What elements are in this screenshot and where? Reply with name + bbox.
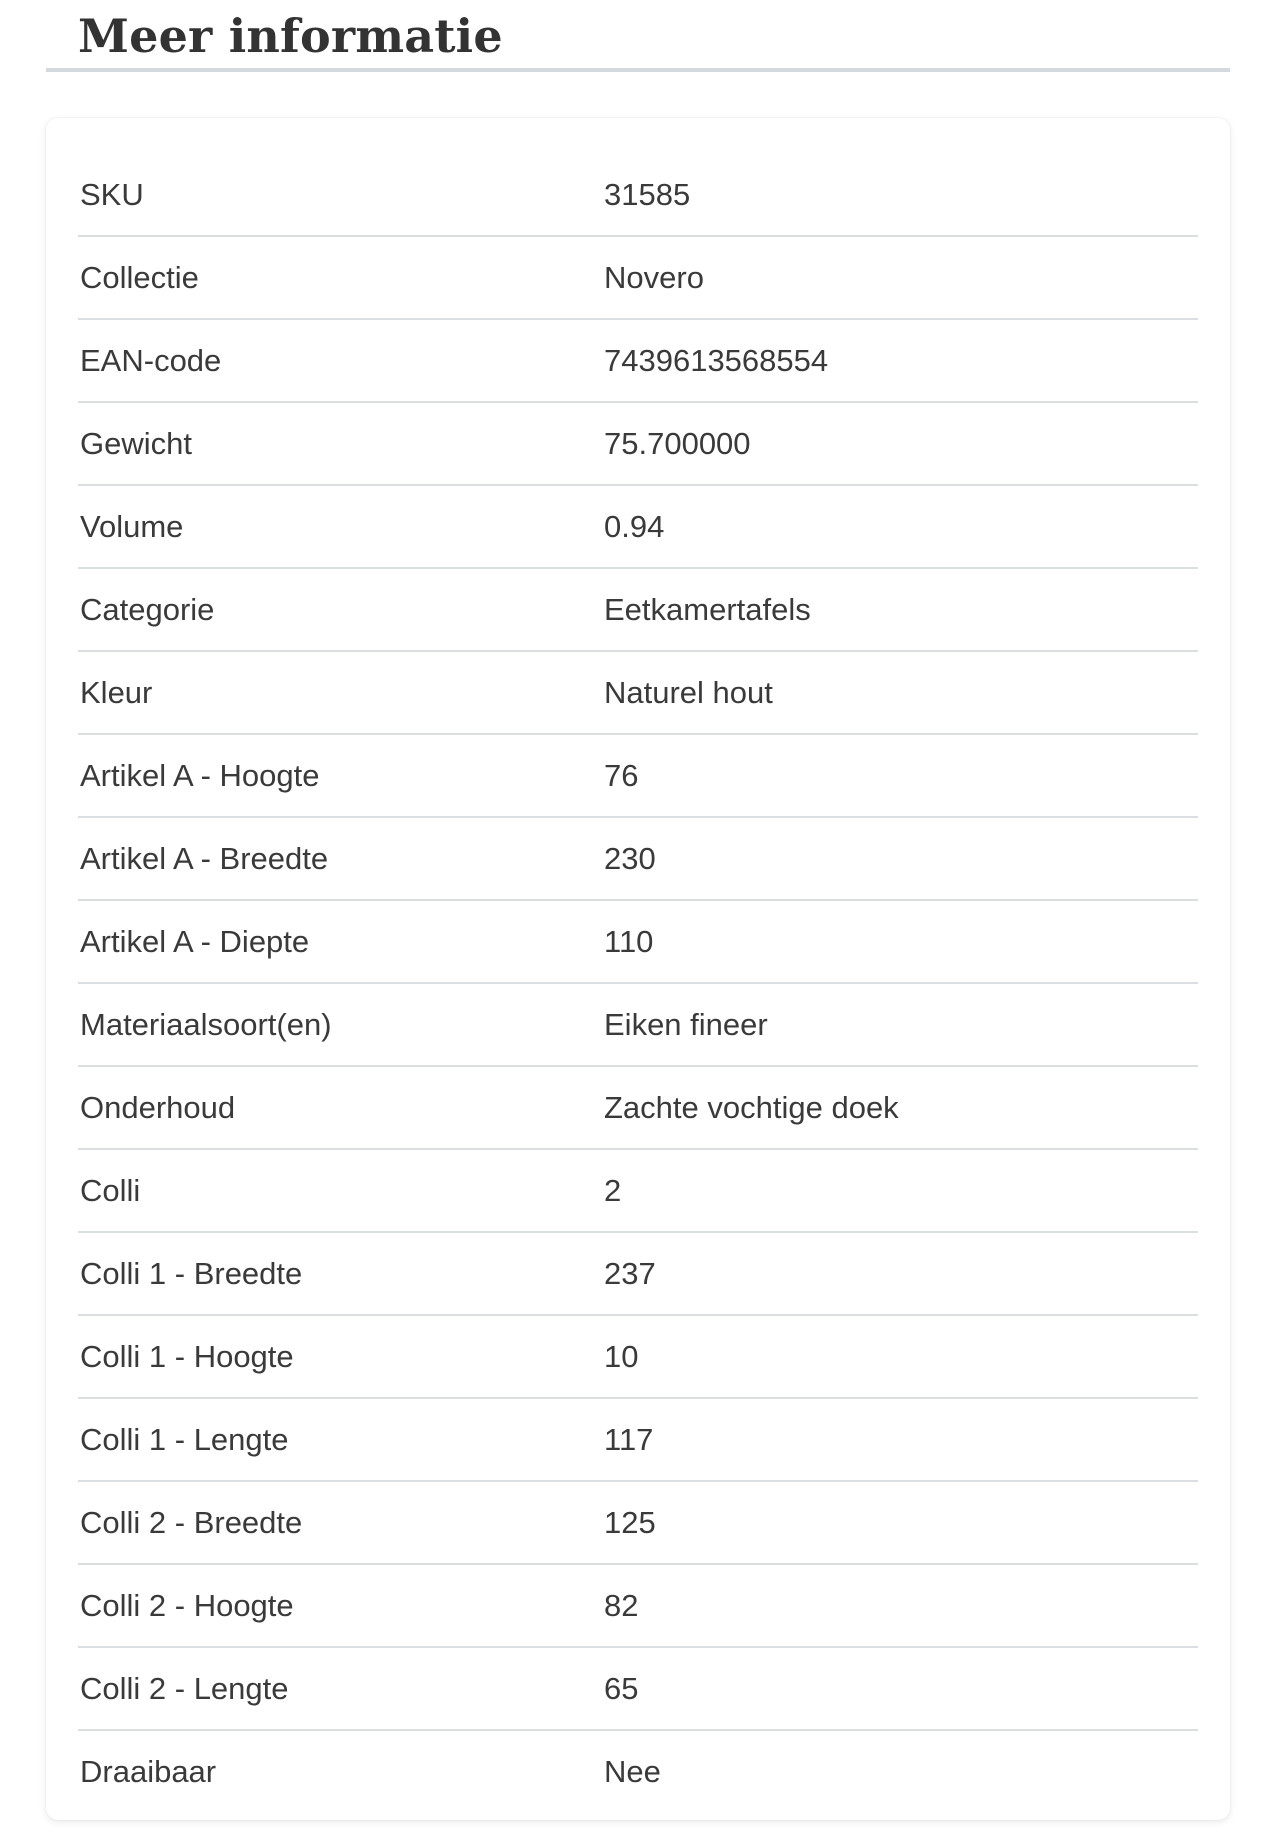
table-row [78, 1232, 1198, 1315]
attribute-value: Eiken fineer [604, 983, 1198, 1066]
attribute-label: Colli 2 - Hoogte [78, 1564, 604, 1647]
table-row [78, 154, 1198, 236]
attribute-value: 82 [604, 1564, 1198, 1647]
table-row [78, 485, 1198, 568]
attribute-value: 65 [604, 1647, 1198, 1730]
section-title: Meer informatie [78, 9, 503, 63]
attribute-label: Onderhoud [78, 1066, 604, 1149]
attribute-label: Categorie [78, 568, 604, 651]
attribute-value: 237 [604, 1232, 1198, 1315]
attribute-value: 75.700000 [604, 402, 1198, 485]
attribute-label: Artikel A - Diepte [78, 900, 604, 983]
table-row [78, 1730, 1198, 1812]
attribute-value: 0.94 [604, 485, 1198, 568]
table-row [78, 817, 1198, 900]
section-header [46, 0, 1230, 72]
attribute-value: 117 [604, 1398, 1198, 1481]
table-row [78, 402, 1198, 485]
attribute-label: Artikel A - Hoogte [78, 734, 604, 817]
table-row [78, 1066, 1198, 1149]
table-row [78, 236, 1198, 319]
attribute-value: Naturel hout [604, 651, 1198, 734]
attribute-value: 31585 [604, 154, 1198, 236]
attribute-value: Nee [604, 1753, 661, 1789]
attribute-value: Novero [604, 236, 1198, 319]
table-row [78, 1564, 1198, 1647]
product-attributes-table [78, 154, 1198, 1812]
table-row [78, 319, 1198, 402]
attribute-label: Artikel A - Breedte [78, 817, 604, 900]
attribute-value: Zachte vochtige doek [604, 1066, 1198, 1149]
attribute-value: 10 [604, 1315, 1198, 1398]
attribute-value: 2 [604, 1149, 1198, 1232]
attribute-label: Colli [78, 1149, 604, 1232]
table-row [78, 1398, 1198, 1481]
table-row [78, 734, 1198, 817]
attribute-label: Volume [78, 485, 604, 568]
attribute-value: 7439613568554 [604, 319, 1198, 402]
attribute-label: Collectie [78, 236, 604, 319]
attribute-label: Materiaalsoort(en) [78, 983, 604, 1066]
attribute-label: SKU [78, 154, 604, 236]
attribute-value: Eetkamertafels [604, 568, 1198, 651]
table-row [78, 1149, 1198, 1232]
table-row [78, 1315, 1198, 1398]
table-row [78, 900, 1198, 983]
table-row [78, 568, 1198, 651]
table-row [78, 983, 1198, 1066]
attribute-label: Colli 2 - Breedte [78, 1481, 604, 1564]
attribute-label: Gewicht [78, 402, 604, 485]
attribute-label: Colli 2 - Lengte [78, 1647, 604, 1730]
attribute-value: 230 [604, 817, 1198, 900]
table-row [78, 651, 1198, 734]
table-row [78, 1481, 1198, 1564]
attribute-label: Draaibaar [80, 1753, 217, 1789]
attribute-label: Colli 1 - Breedte [78, 1232, 604, 1315]
attribute-label: Kleur [78, 651, 604, 734]
table-row [78, 1647, 1198, 1730]
attribute-value: 110 [604, 900, 1198, 983]
attribute-label: EAN-code [78, 319, 604, 402]
attribute-value: 76 [604, 734, 1198, 817]
attribute-value: 125 [604, 1481, 1198, 1564]
product-info-card [46, 118, 1230, 1820]
attribute-label: Colli 1 - Hoogte [78, 1315, 604, 1398]
attribute-label: Colli 1 - Lengte [78, 1398, 604, 1481]
